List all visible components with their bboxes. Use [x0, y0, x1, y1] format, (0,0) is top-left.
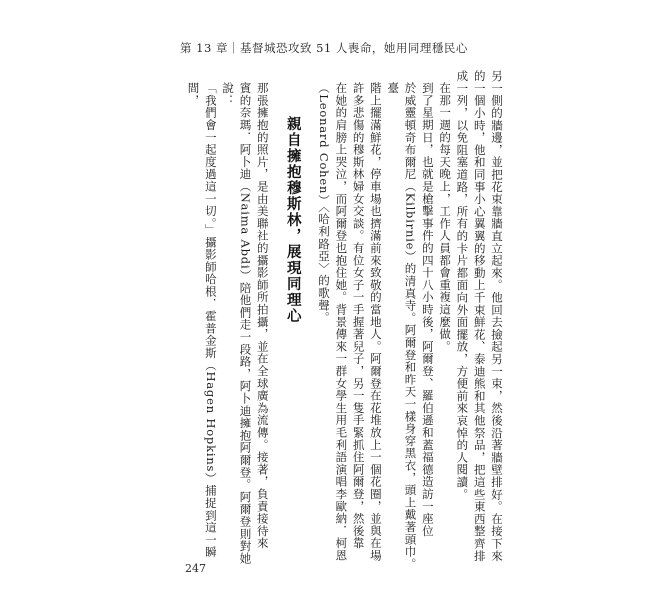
- paragraph: 在那一週的每天晚上，工作人員都會重複這麼做。: [438, 81, 453, 353]
- paragraph: 到了星期日，也就是槍擊事件的四十八小時後，阿爾登、羅伯遜和蓋福德造訪一座位 於威靈頓奇布爾尼（Kilbirnie）的清真寺。阿爾登和昨天一樣身穿黑衣，頭上戴著頭巾。臺 階上擺滿鮮花，停車場也擠滿前來致敬的當地人。阿爾登在花堆放上一個花圈，並與在場 許多悲傷的穆斯林婦女交談。有位女子一手握著兒子，另一隻手緊抓住阿爾登，然後靠 在她的肩膀上哭泣，而阿爾登也抱住她。背景傳來一群女學生用毛利語演唱李歐納．柯恩 （Leonard Cohen）〈哈利路亞〉的歌聲。: [317, 81, 435, 570]
- vertical-body-text: [184, 70, 505, 575]
- page-number: 247: [185, 562, 206, 575]
- paragraph: 那張擁抱的照片，是由美聯社的攝影師所拍攝，並在全球廣為流傳。接著，負責接待來 賓的奈瑪．阿卜迪（Naima Abdi）陪他們走一段路，阿卜迪擁抱阿爾登。阿爾登則對她說： 「我們會一起度過這一切。」攝影師哈根．霍普金斯（Hagen Hopkins）捕捉到這一瞬間，: [186, 81, 270, 565]
- paragraph: 另一側的牆邊，並把花束靠牆直立起來。他回去撿起另一束，然後沿著牆壁排好。在接下來 的一個小時，他和同事小心翼翼的移動上千束鮮花、泰迪熊和其他祭品，把這些東西整齊排 成一列，以免阻塞道路，所有的卡片都面向外面擺放，方便前來哀悼的人閱讀。: [455, 70, 504, 562]
- running-header: 第 13 章｜基督城恐攻致 51 人喪命，她用同理穩民心: [180, 41, 468, 55]
- section-heading: 親自擁抱穆斯林，展現同理心: [284, 116, 301, 325]
